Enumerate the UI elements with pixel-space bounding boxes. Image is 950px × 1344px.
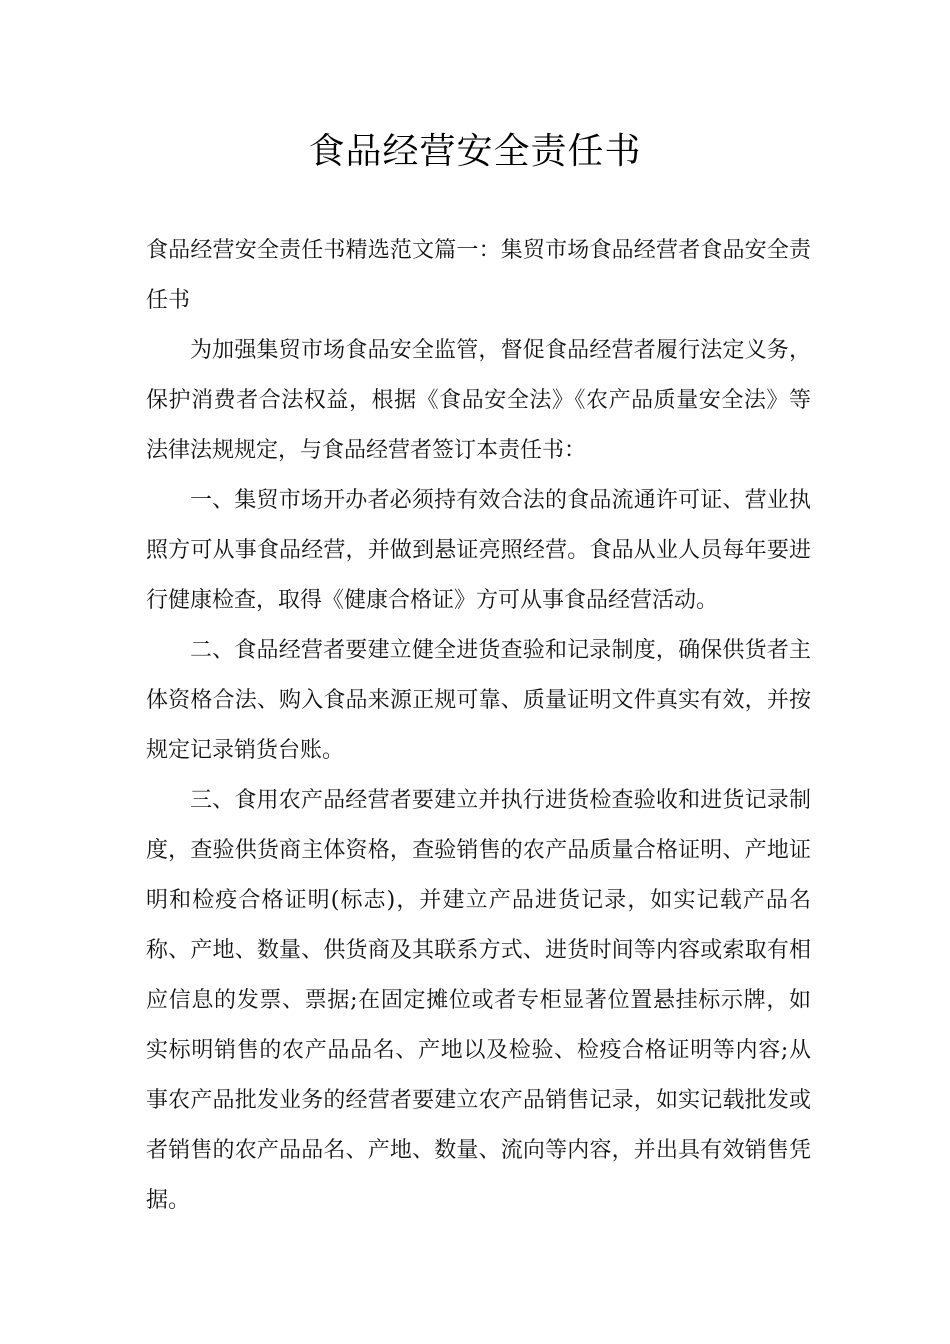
paragraph-intro: 食品经营安全责任书精选范文篇一：集贸市场食品经营者食品安全责任书 — [146, 238, 811, 313]
paragraph-clause-3: 三、食用农产品经营者要建立并执行进货检查验收和进货记录制度，查验供货商主体资格，查验销售的农产品质量合格证明、产地证明和检疫合格证明(标志)，并建立产品进货记录，如实记载产品名称、产地、数量、供货商及其联系方式、进货时间等内容或索取有相应信息的发票、票据;在固定摊位或者专柜显著位置悬挂标示牌，如实标明销售的农产品品名、产地以及检验、检疫合格证明等内容;从事农产品批发业务的经营者要建立农产品销售记录，如实记载批发或者销售的农产品品名、产地、数量、流向等内容，并出具有效销售凭据。 — [146, 788, 811, 1213]
paragraph-clause-2: 二、食品经营者要建立健全进货查验和记录制度，确保供货者主体资格合法、购入食品来源正规可靠、质量证明文件真实有效，并按规定记录销货台账。 — [146, 638, 811, 763]
paragraph-preamble: 为加强集贸市场食品安全监管，督促食品经营者履行法定义务，保护消费者合法权益，根据《食品安全法》《农产品质量安全法》等法律法规规定，与食品经营者签订本责任书： — [146, 338, 811, 463]
document-body — [146, 226, 811, 1226]
paragraph-clause-1: 一、集贸市场开办者必须持有效合法的食品流通许可证、营业执照方可从事食品经营，并做到悬证亮照经营。食品从业人员每年要进行健康检查，取得《健康合格证》方可从事食品经营活动。 — [146, 488, 811, 613]
page-title: 食品经营安全责任书 — [308, 131, 642, 172]
